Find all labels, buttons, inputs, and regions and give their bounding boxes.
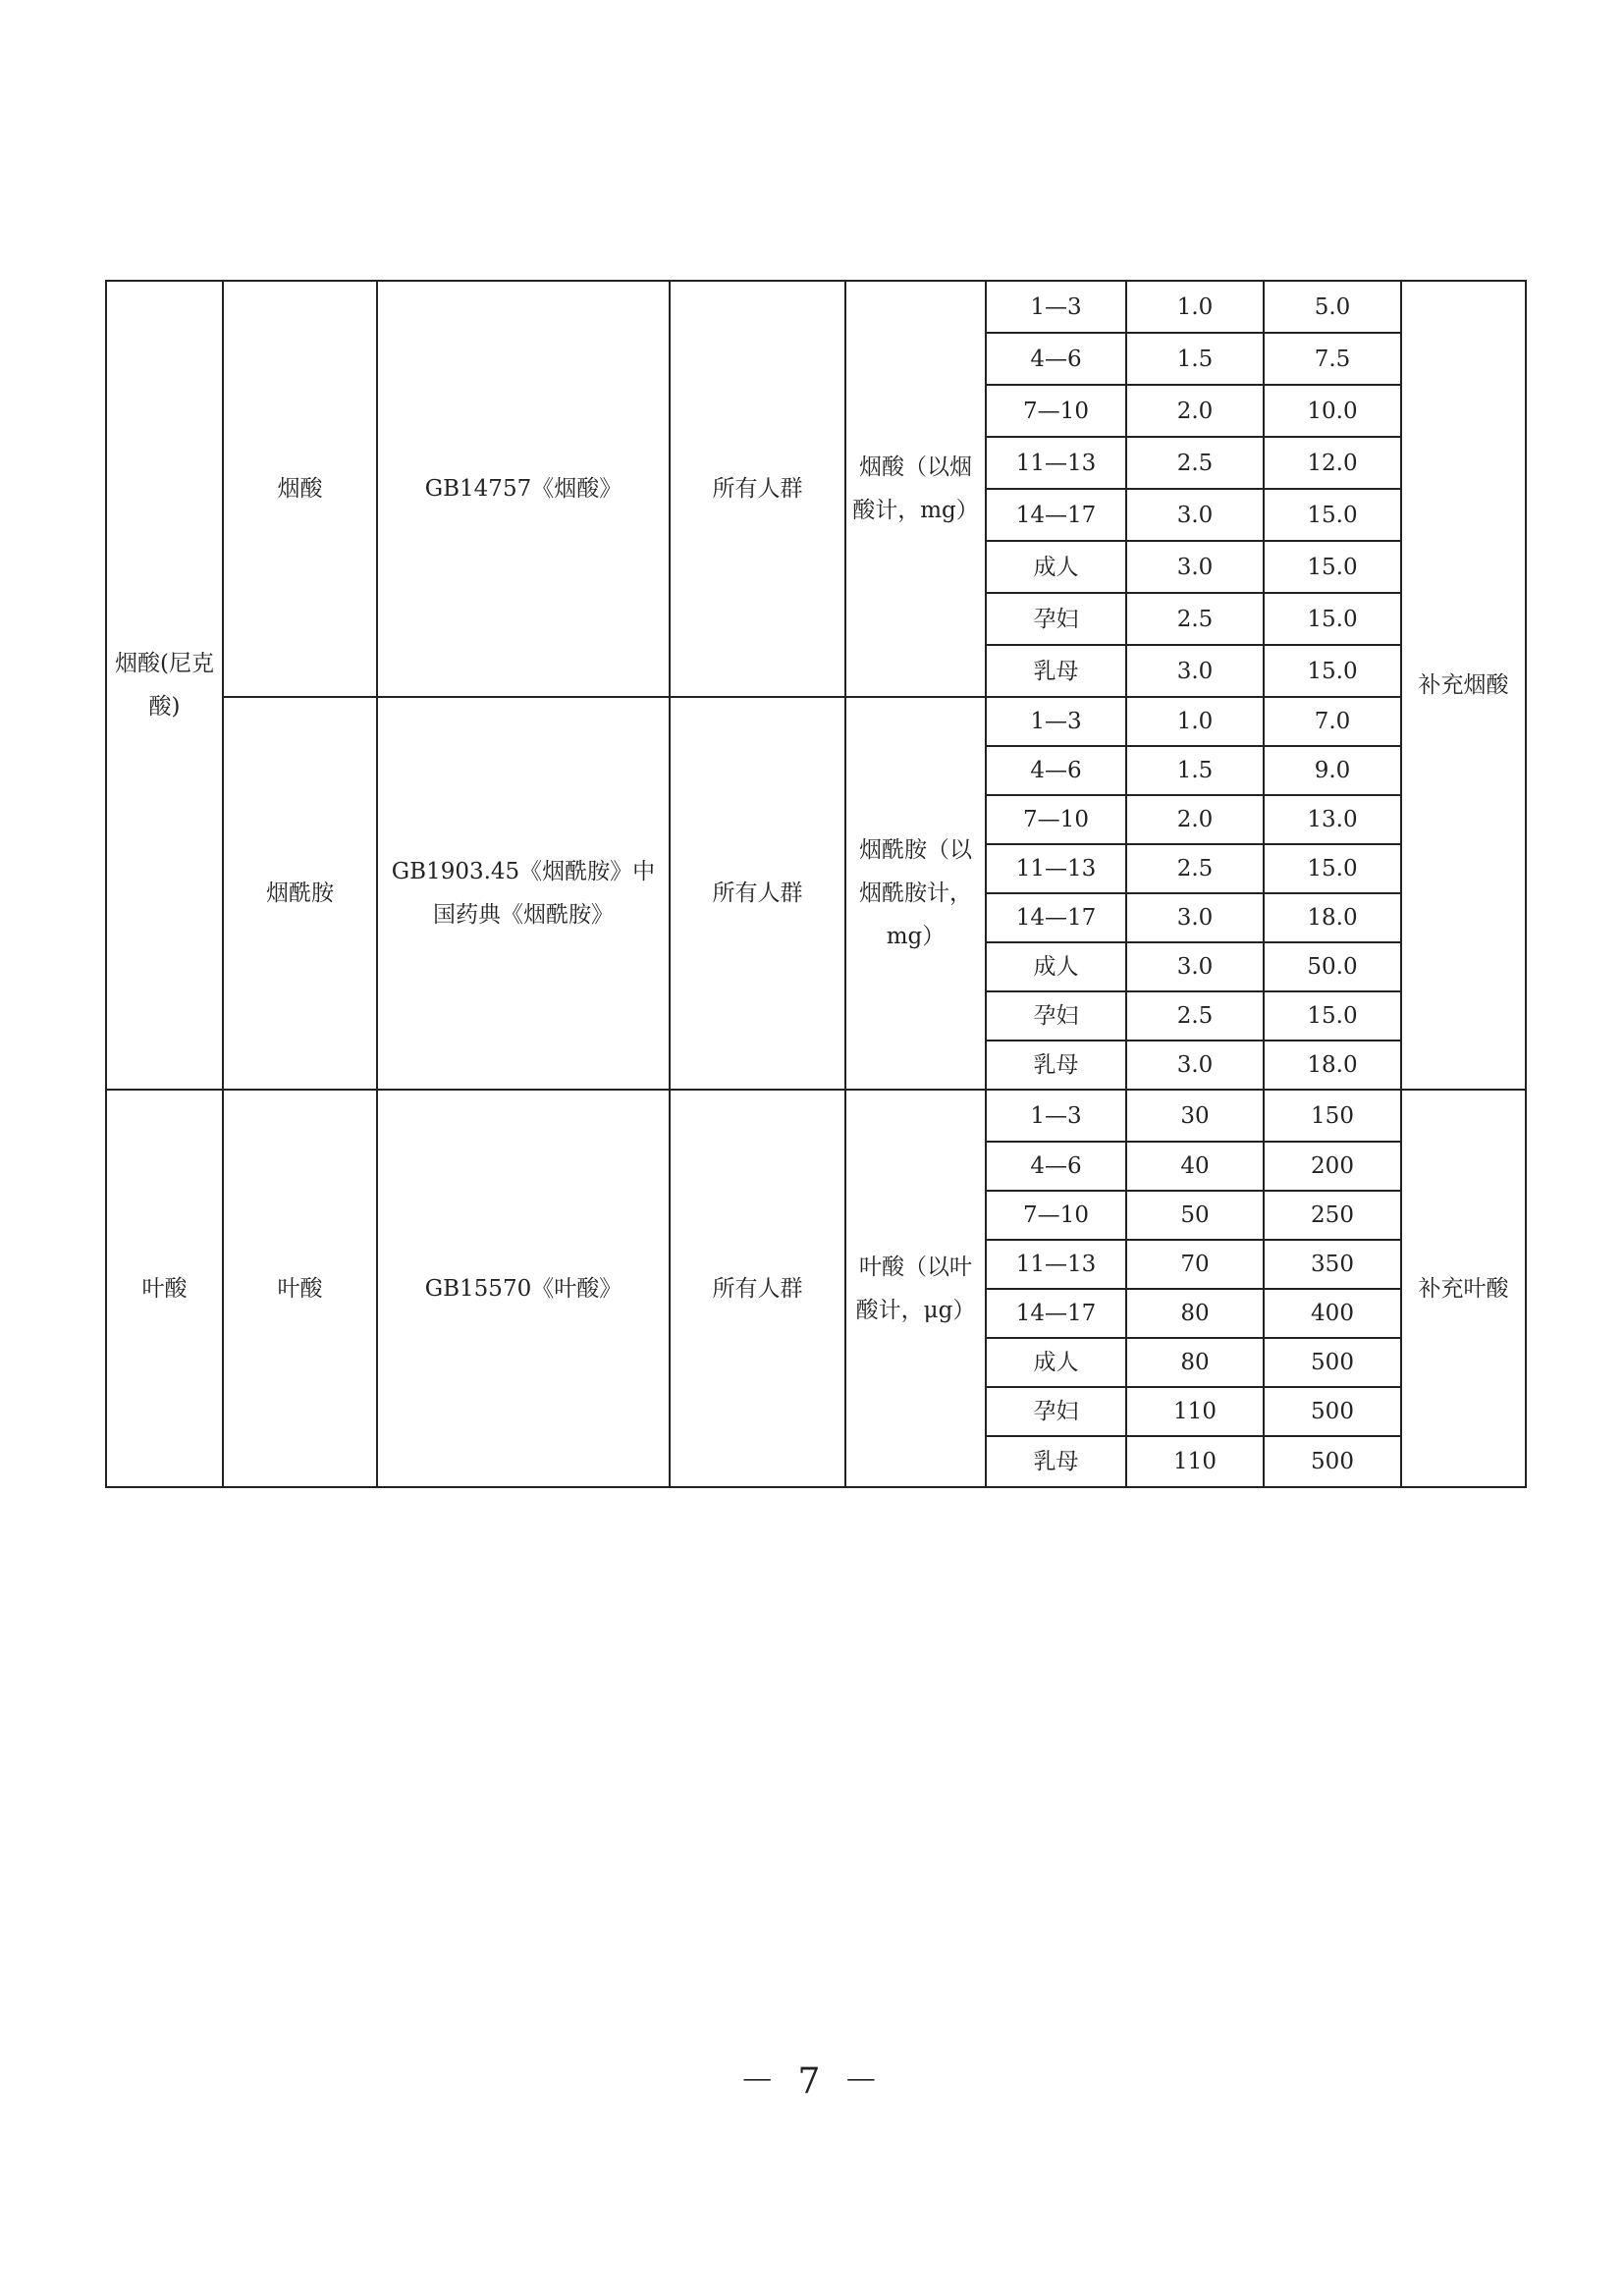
age-group-cell: 乳母 [986,645,1126,697]
age-group-cell: 成人 [986,1338,1126,1387]
max-value-cell: 250 [1264,1191,1401,1240]
age-group-cell: 孕妇 [986,593,1126,645]
max-value-cell: 15.0 [1264,645,1401,697]
min-value-cell: 1.5 [1126,746,1264,795]
max-value-cell: 15.0 [1264,593,1401,645]
purpose-cell: 补充烟酸 [1401,281,1526,1090]
min-value-cell: 50 [1126,1191,1264,1240]
age-group-cell: 11—13 [986,437,1126,489]
max-value-cell: 5.0 [1264,281,1401,333]
age-group-cell: 孕妇 [986,1387,1126,1436]
quality-standard-cell: GB14757《烟酸》 [377,281,670,697]
age-group-cell: 7—10 [986,385,1126,437]
compound-name-cell: 烟酰胺 [223,697,377,1090]
min-value-cell: 1.0 [1126,697,1264,746]
min-value-cell: 1.5 [1126,333,1264,385]
min-value-cell: 2.0 [1126,795,1264,844]
max-value-cell: 500 [1264,1387,1401,1436]
max-value-cell: 350 [1264,1240,1401,1289]
min-value-cell: 3.0 [1126,489,1264,541]
min-value-cell: 3.0 [1126,893,1264,942]
max-value-cell: 15.0 [1264,489,1401,541]
min-value-cell: 110 [1126,1436,1264,1487]
min-value-cell: 110 [1126,1387,1264,1436]
max-value-cell: 400 [1264,1289,1401,1338]
age-group-cell: 1—3 [986,1090,1126,1142]
age-group-cell: 11—13 [986,844,1126,893]
min-value-cell: 40 [1126,1142,1264,1191]
age-group-cell: 乳母 [986,1436,1126,1487]
age-group-cell: 11—13 [986,1240,1126,1289]
age-group-cell: 孕妇 [986,991,1126,1041]
target-population-cell: 所有人群 [670,697,845,1090]
max-value-cell: 500 [1264,1436,1401,1487]
page-number: － 7 － [739,2061,885,2102]
age-group-cell: 14—17 [986,1289,1126,1338]
max-value-cell: 18.0 [1264,1041,1401,1090]
min-value-cell: 1.0 [1126,281,1264,333]
unit-cell: 烟酰胺（以烟酰胺计，mg） [845,697,986,1090]
max-value-cell: 15.0 [1264,541,1401,593]
age-group-cell: 7—10 [986,795,1126,844]
min-value-cell: 2.5 [1126,593,1264,645]
age-group-cell: 7—10 [986,1191,1126,1240]
max-value-cell: 15.0 [1264,844,1401,893]
target-population-cell: 所有人群 [670,1090,845,1487]
min-value-cell: 3.0 [1126,1041,1264,1090]
age-group-cell: 4—6 [986,333,1126,385]
max-value-cell: 18.0 [1264,893,1401,942]
age-group-cell: 乳母 [986,1041,1126,1090]
purpose-cell: 补充叶酸 [1401,1090,1526,1487]
unit-cell: 叶酸（以叶酸计，μg） [845,1090,986,1487]
max-value-cell: 200 [1264,1142,1401,1191]
target-population-cell: 所有人群 [670,281,845,697]
age-group-cell: 4—6 [986,1142,1126,1191]
age-group-cell: 成人 [986,942,1126,991]
min-value-cell: 2.0 [1126,385,1264,437]
max-value-cell: 7.0 [1264,697,1401,746]
age-group-cell: 4—6 [986,746,1126,795]
min-value-cell: 3.0 [1126,645,1264,697]
quality-standard-cell: GB15570《叶酸》 [377,1090,670,1487]
table-row [106,1090,1526,1142]
table-body [106,281,1526,1487]
min-value-cell: 80 [1126,1338,1264,1387]
age-group-cell: 1—3 [986,281,1126,333]
age-group-cell: 14—17 [986,489,1126,541]
unit-cell: 烟酸（以烟酸计，mg） [845,281,986,697]
max-value-cell: 50.0 [1264,942,1401,991]
nutrient-spec-table [105,280,1527,1488]
nutrient-name-cell: 烟酸(尼克酸) [106,281,223,1090]
max-value-cell: 7.5 [1264,333,1401,385]
age-group-cell: 成人 [986,541,1126,593]
max-value-cell: 10.0 [1264,385,1401,437]
quality-standard-cell: GB1903.45《烟酰胺》中国药典《烟酰胺》 [377,697,670,1090]
min-value-cell: 80 [1126,1289,1264,1338]
min-value-cell: 70 [1126,1240,1264,1289]
max-value-cell: 150 [1264,1090,1401,1142]
nutrient-name-cell: 叶酸 [106,1090,223,1487]
max-value-cell: 13.0 [1264,795,1401,844]
compound-name-cell: 烟酸 [223,281,377,697]
max-value-cell: 12.0 [1264,437,1401,489]
min-value-cell: 3.0 [1126,942,1264,991]
max-value-cell: 500 [1264,1338,1401,1387]
max-value-cell: 15.0 [1264,991,1401,1041]
min-value-cell: 3.0 [1126,541,1264,593]
min-value-cell: 2.5 [1126,844,1264,893]
age-group-cell: 14—17 [986,893,1126,942]
age-group-cell: 1—3 [986,697,1126,746]
min-value-cell: 2.5 [1126,991,1264,1041]
min-value-cell: 2.5 [1126,437,1264,489]
table-row [106,697,1526,746]
max-value-cell: 9.0 [1264,746,1401,795]
table-row [106,281,1526,333]
min-value-cell: 30 [1126,1090,1264,1142]
compound-name-cell: 叶酸 [223,1090,377,1487]
